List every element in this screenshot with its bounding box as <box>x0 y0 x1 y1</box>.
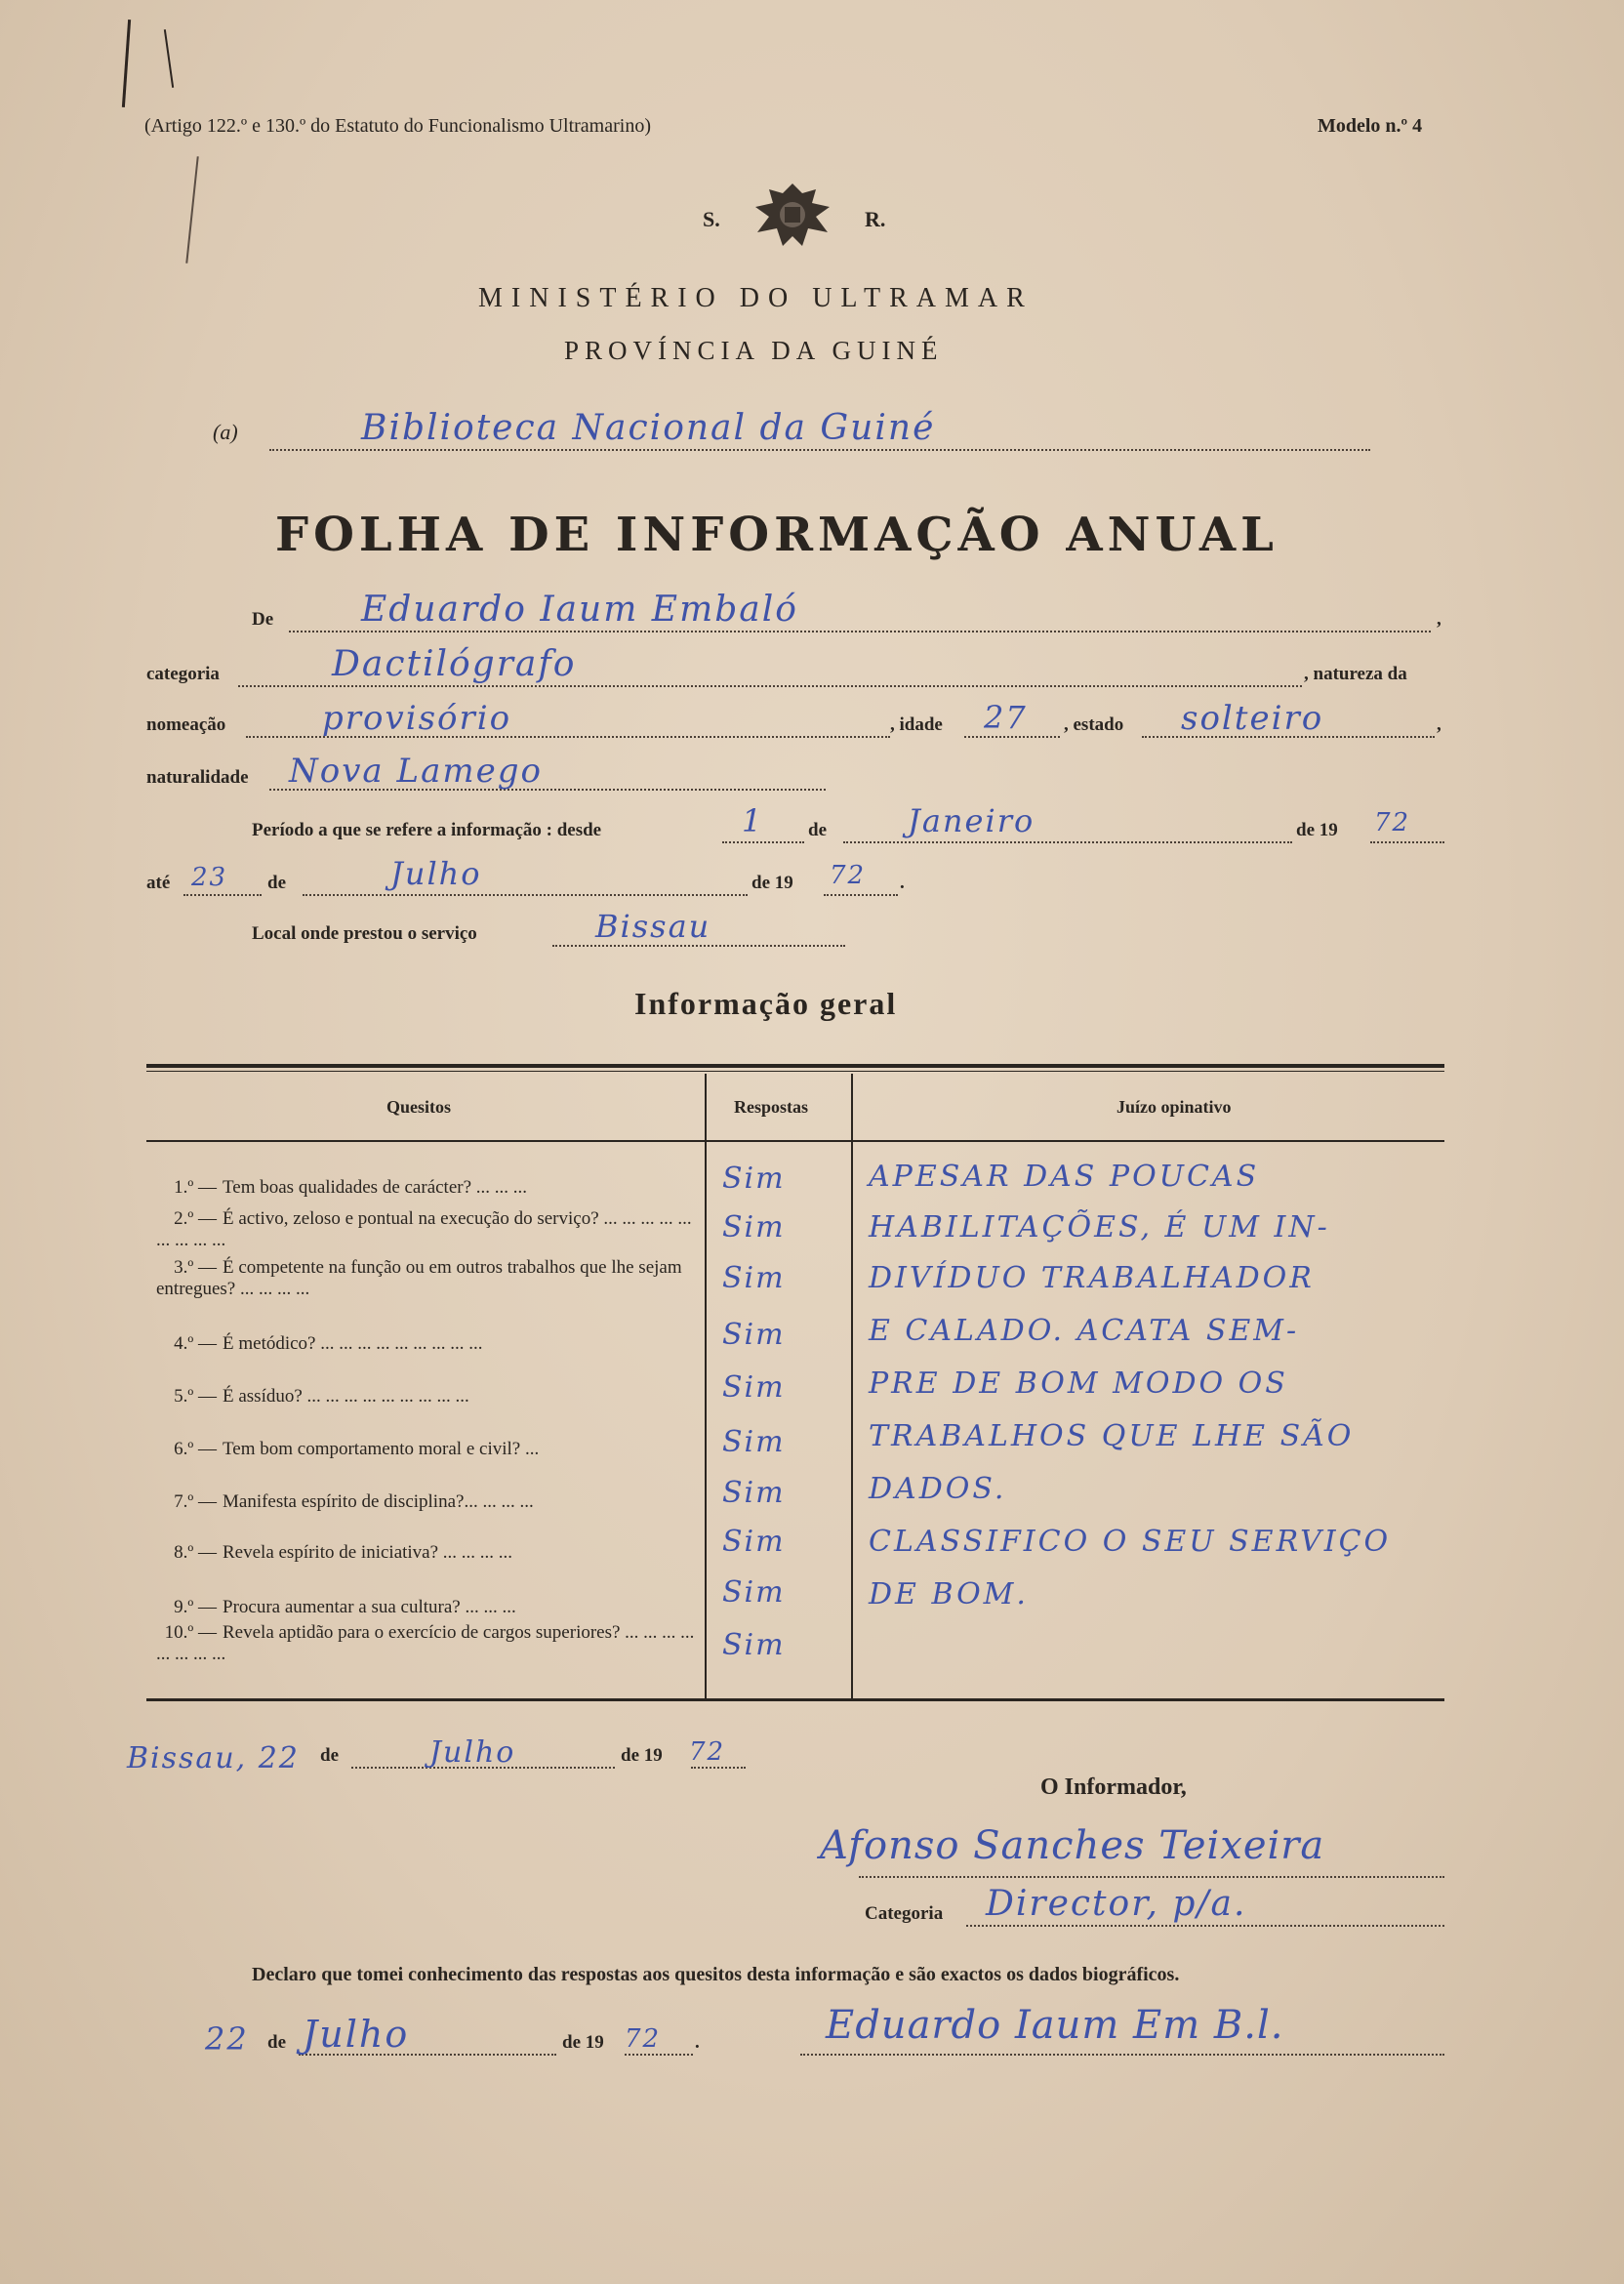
signature-dotted-line <box>859 1876 1444 1878</box>
table-bottom-rule <box>146 1698 1444 1701</box>
informador-categoria-label: Categoria <box>865 1903 944 1924</box>
informador-signature: Afonso Sanches Teixeira <box>820 1823 1325 1868</box>
answer-8: Sim <box>722 1525 786 1559</box>
ate-label: até <box>146 873 171 893</box>
answer-5: Sim <box>722 1370 786 1405</box>
question-row: 3.º — É competente na função ou em outros trabalhos que lhe sejam entregues? ... ... ... ... <box>156 1257 682 1299</box>
comma: , <box>1437 609 1441 630</box>
question-row: 7.º — Manifesta espírito de disciplina?... ... ... ... <box>174 1491 534 1512</box>
desde-year-value: 72 <box>1374 808 1411 837</box>
date2-month: Julho <box>303 2013 410 2056</box>
header-quesitos: Quesitos <box>386 1097 452 1117</box>
table-top-rule <box>146 1064 1444 1068</box>
declaration-text: Declaro que tomei conhecimento das respostas aos quesitos desta informação e são exactos os dados biográficos. <box>252 1964 1180 1985</box>
categoria-dotted-line <box>238 685 1302 687</box>
idade-value: 27 <box>984 699 1028 736</box>
question-row: 8.º — Revela espírito de iniciativa? ... ... ... ... <box>174 1542 513 1563</box>
desde-month-dotted-line <box>843 841 1292 843</box>
answer-4: Sim <box>722 1318 786 1352</box>
answer-6: Sim <box>722 1425 786 1459</box>
informador-categoria-dotted-line <box>966 1925 1444 1927</box>
opinion-line: PRE DE BOM MODO OS <box>869 1366 1288 1401</box>
answer-3: Sim <box>722 1261 786 1295</box>
desde-day-dotted-line <box>722 841 804 843</box>
table-header-rule <box>146 1140 1444 1142</box>
estado-label: , estado <box>1064 714 1124 735</box>
desde-year-dotted-line <box>1370 841 1444 843</box>
opinion-line: DIVÍDUO TRABALHADOR <box>869 1261 1315 1295</box>
de-connector: de <box>808 820 827 840</box>
question-row: 9.º — Procura aumentar a sua cultura? ... ... ... <box>174 1597 516 1617</box>
opinion-line: DADOS. <box>869 1472 1007 1506</box>
table-top-rule-thin <box>146 1071 1444 1072</box>
entity-dotted-line <box>269 449 1370 451</box>
entity-label: (a) <box>213 420 238 444</box>
date2-year-dotted-line <box>625 2054 693 2056</box>
date1-year-prefix: de 19 <box>621 1745 663 1766</box>
model-number: Modelo n.º 4 <box>1318 115 1423 137</box>
ate-day-value: 23 <box>191 863 228 892</box>
idade-label: , idade <box>890 714 943 735</box>
date2-year-prefix: de 19 <box>562 2032 604 2053</box>
categoria-value: Dactilógrafo <box>332 644 577 684</box>
header-juizo: Juízo opinativo <box>1116 1097 1232 1117</box>
date1-place-day: Bissau, 22 <box>127 1741 300 1775</box>
ate-month-value: Julho <box>390 855 482 892</box>
ate-month-dotted-line <box>303 894 748 896</box>
naturalidade-value: Nova Lamego <box>289 752 543 791</box>
date1-year: 72 <box>689 1737 726 1767</box>
province-title: PROVÍNCIA DA GUINÉ <box>564 336 944 365</box>
date2-year: 72 <box>625 2024 662 2054</box>
entity-value: Biblioteca Nacional da Guiné <box>361 408 936 448</box>
answer-1: Sim <box>722 1162 786 1196</box>
table-column-divider <box>851 1074 853 1698</box>
date1-de: de <box>320 1745 339 1766</box>
comma: , <box>1437 714 1441 735</box>
opinion-line: HABILITAÇÕES, É UM IN- <box>869 1210 1330 1244</box>
nomeacao-value: provisório <box>322 699 512 738</box>
informador-label: O Informador, <box>1040 1774 1187 1800</box>
desde-day-value: 1 <box>742 802 764 839</box>
coat-of-arms-emblem <box>746 178 839 256</box>
estado-value: solteiro <box>1181 699 1324 738</box>
question-row: 4.º — É metódico? ... ... ... ... ... ... ... ... ... <box>174 1333 483 1354</box>
answer-10: Sim <box>722 1628 786 1662</box>
margin-ink-mark <box>122 20 131 107</box>
margin-ink-mark <box>185 156 198 264</box>
opinion-line: CLASSIFICO O SEU SERVIÇO <box>869 1525 1392 1559</box>
section-title: Informação geral <box>634 986 898 1021</box>
question-row: 1.º — Tem boas qualidades de carácter? ... ... ... <box>174 1177 528 1198</box>
local-value: Bissau <box>595 908 711 945</box>
local-dotted-line <box>552 945 845 947</box>
natureza-label: , natureza da <box>1304 664 1407 684</box>
date1-month: Julho <box>429 1735 516 1770</box>
date2-day: 22 <box>205 2020 249 2058</box>
ministry-title: MINISTÉRIO DO ULTRAMAR <box>478 283 1034 313</box>
s-letter: S. <box>703 207 720 231</box>
opinion-line: TRABALHOS QUE LHE SÃO <box>869 1419 1355 1453</box>
period: . <box>900 873 905 893</box>
date2-de: de <box>267 2032 286 2053</box>
de-dotted-line <box>289 631 1431 632</box>
ate-year-prefix: de 19 <box>751 873 793 893</box>
opinion-line: APESAR DAS POUCAS <box>869 1160 1260 1194</box>
form-title: FOLHA DE INFORMAÇÃO ANUAL <box>275 508 1279 562</box>
opinion-line: E CALADO. ACATA SEM- <box>869 1314 1300 1348</box>
employee-signature: Eduardo Iaum Em B.l. <box>826 2003 1284 2048</box>
de-label: De <box>252 609 274 630</box>
de-connector: de <box>267 873 286 893</box>
statute-reference: (Artigo 122.º e 130.º do Estatuto do Funcionalismo Ultramarino) <box>144 115 651 137</box>
answer-7: Sim <box>722 1476 786 1510</box>
desde-month-value: Janeiro <box>908 802 1035 839</box>
idade-dotted-line <box>964 736 1060 738</box>
periodo-label: Período a que se refere a informação : desde <box>252 820 602 840</box>
ate-year-value: 72 <box>830 861 867 890</box>
period: . <box>695 2032 700 2053</box>
table-column-divider <box>705 1074 707 1698</box>
question-row: 5.º — É assíduo? ... ... ... ... ... ... ... ... ... <box>174 1386 469 1407</box>
local-label: Local onde prestou o serviço <box>252 923 477 944</box>
answer-9: Sim <box>722 1575 786 1610</box>
answer-2: Sim <box>722 1210 786 1244</box>
categoria-label: categoria <box>146 664 220 684</box>
informador-categoria-value: Director, p/a. <box>986 1884 1247 1924</box>
date1-year-dotted-line <box>691 1767 746 1769</box>
ate-year-dotted-line <box>824 894 898 896</box>
r-letter: R. <box>865 207 886 231</box>
de-value: Eduardo Iaum Embaló <box>361 590 798 630</box>
question-row: 10.º — Revela aptidão para o exercício de cargos superiores? ... ... ... ... ... ... ... ... <box>156 1622 695 1664</box>
nomeacao-label: nomeação <box>146 714 226 735</box>
question-row: 6.º — Tem bom comportamento moral e civil? ... <box>174 1439 540 1459</box>
question-row: 2.º — É activo, zeloso e pontual na execução do serviço? ... ... ... ... ... ... ... ... ... <box>156 1208 692 1250</box>
employee-signature-dotted-line <box>800 2054 1444 2056</box>
desde-year-prefix: de 19 <box>1296 820 1338 840</box>
ate-day-dotted-line <box>183 894 262 896</box>
naturalidade-label: naturalidade <box>146 767 249 788</box>
opinion-line: DE BOM. <box>869 1577 1029 1611</box>
margin-ink-mark <box>164 29 174 88</box>
header-respostas: Respostas <box>734 1097 809 1117</box>
